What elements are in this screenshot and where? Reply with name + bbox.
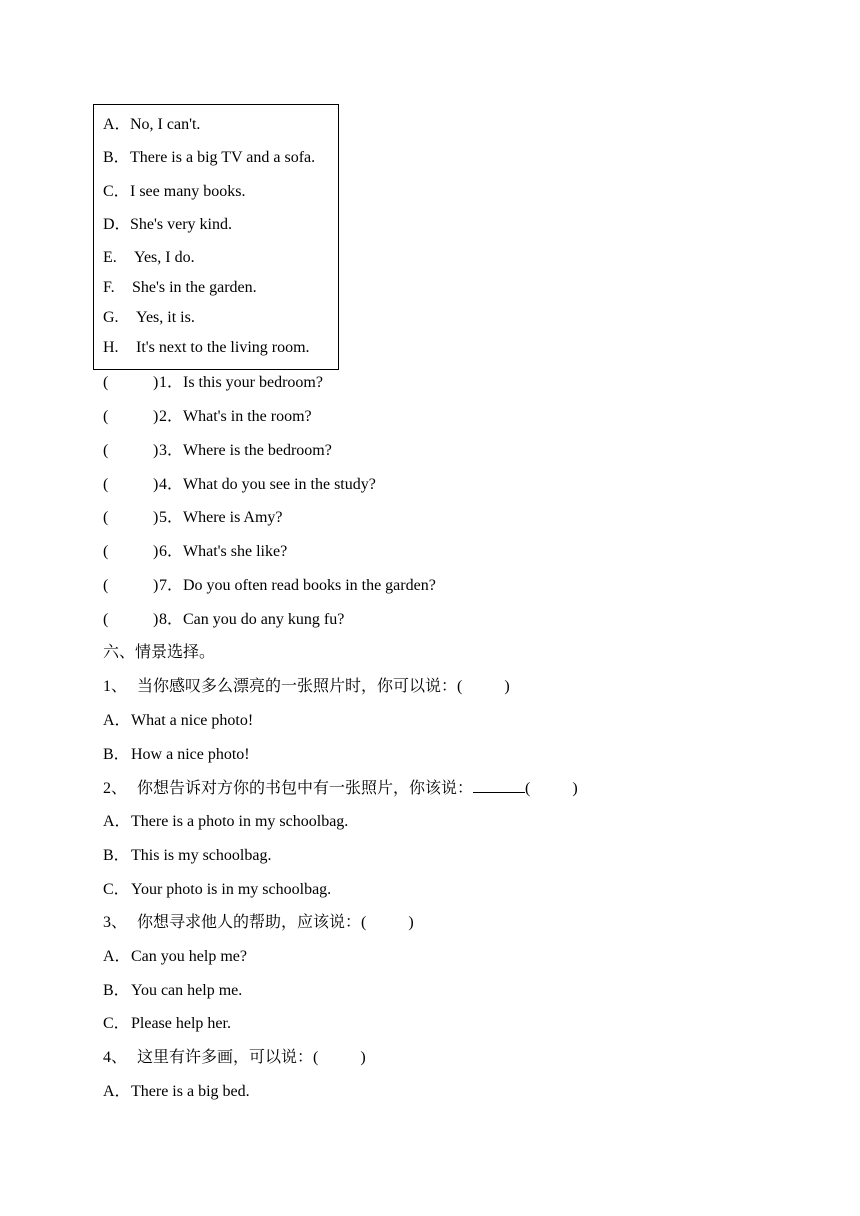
scene-question-1: 1、 当你感叹多么漂亮的一张照片时，你可以说：( ) — [103, 678, 510, 695]
scene-2-choice-a: A．There is a photo in my schoolbag. — [103, 813, 349, 830]
scene-2-choice-c: C．Your photo is in my schoolbag. — [103, 881, 332, 898]
scene-2-choice-b: B．This is my schoolbag. — [103, 847, 272, 864]
option-b: B．There is a big TV and a sofa. — [103, 149, 316, 166]
option-e: E. Yes, I do. — [103, 249, 195, 266]
scene-question-4: 4、 这里有许多画，可以说：( ) — [103, 1049, 366, 1066]
answer-options-box — [93, 104, 339, 370]
scene-1-choice-a: A．What a nice photo! — [103, 712, 254, 729]
option-a: A．No, I can't. — [103, 116, 201, 133]
answer-blank — [473, 778, 525, 793]
scene-question-3: 3、 你想寻求他人的帮助，应该说：( ) — [103, 914, 414, 931]
section-heading: 六、情景选择。 — [103, 644, 216, 661]
scene-4-choice-a: A．There is a big bed. — [103, 1083, 250, 1100]
scene-question-2: 2、 你想告诉对方你的书包中有一张照片，你该说： ( ) — [103, 780, 578, 797]
option-g: G. Yes, it is. — [103, 309, 195, 326]
scene-3-choice-a: A．Can you help me? — [103, 948, 247, 965]
scene-1-choice-b: B．How a nice photo! — [103, 746, 250, 763]
option-h: H. It's next to the living room. — [103, 339, 310, 356]
option-f: F. She's in the garden. — [103, 279, 257, 296]
scene-3-choice-b: B．You can help me. — [103, 982, 243, 999]
worksheet-page: A．No, I can't. B．There is a big TV and a sofa. C．I see many books. D．She's very kind. E. Yes, I do. F. She's in the garden. G. Yes, it is. H. It's next to the living room. ( ) 1． Is this your bedroom? ( ) 2． What's in the room? ( ) 3． Where is the bedroom? ( ) 4． What do you see in the study? ( ) 5． Where is Amy? ( ) 6． What's she like? ( ) 7． Do you often read books in the garden? ( ) 8． Can you do any kung fu? 六、情景选择。 1、 当你感叹多么漂亮的一张照片时，你可以说：( ) A．What a nice photo! B．How a nice photo! 2、 你想告诉对方你的书包中有一张照片，你该说： ( ) A．There is a photo in my schoolbag. B．This is my schoolbag. C．Your photo is in my schoolbag. 3、 你想寻求他人的帮助，应该说：( ) A．Can you help me? B．You can help me. C．Please help her. 4、 这里有许多画，可以说：( ) A．There is a big bed. — [0, 0, 860, 1216]
option-d: D．She's very kind. — [103, 216, 232, 233]
option-c: C．I see many books. — [103, 183, 246, 200]
scene-3-choice-c: C．Please help her. — [103, 1015, 231, 1032]
